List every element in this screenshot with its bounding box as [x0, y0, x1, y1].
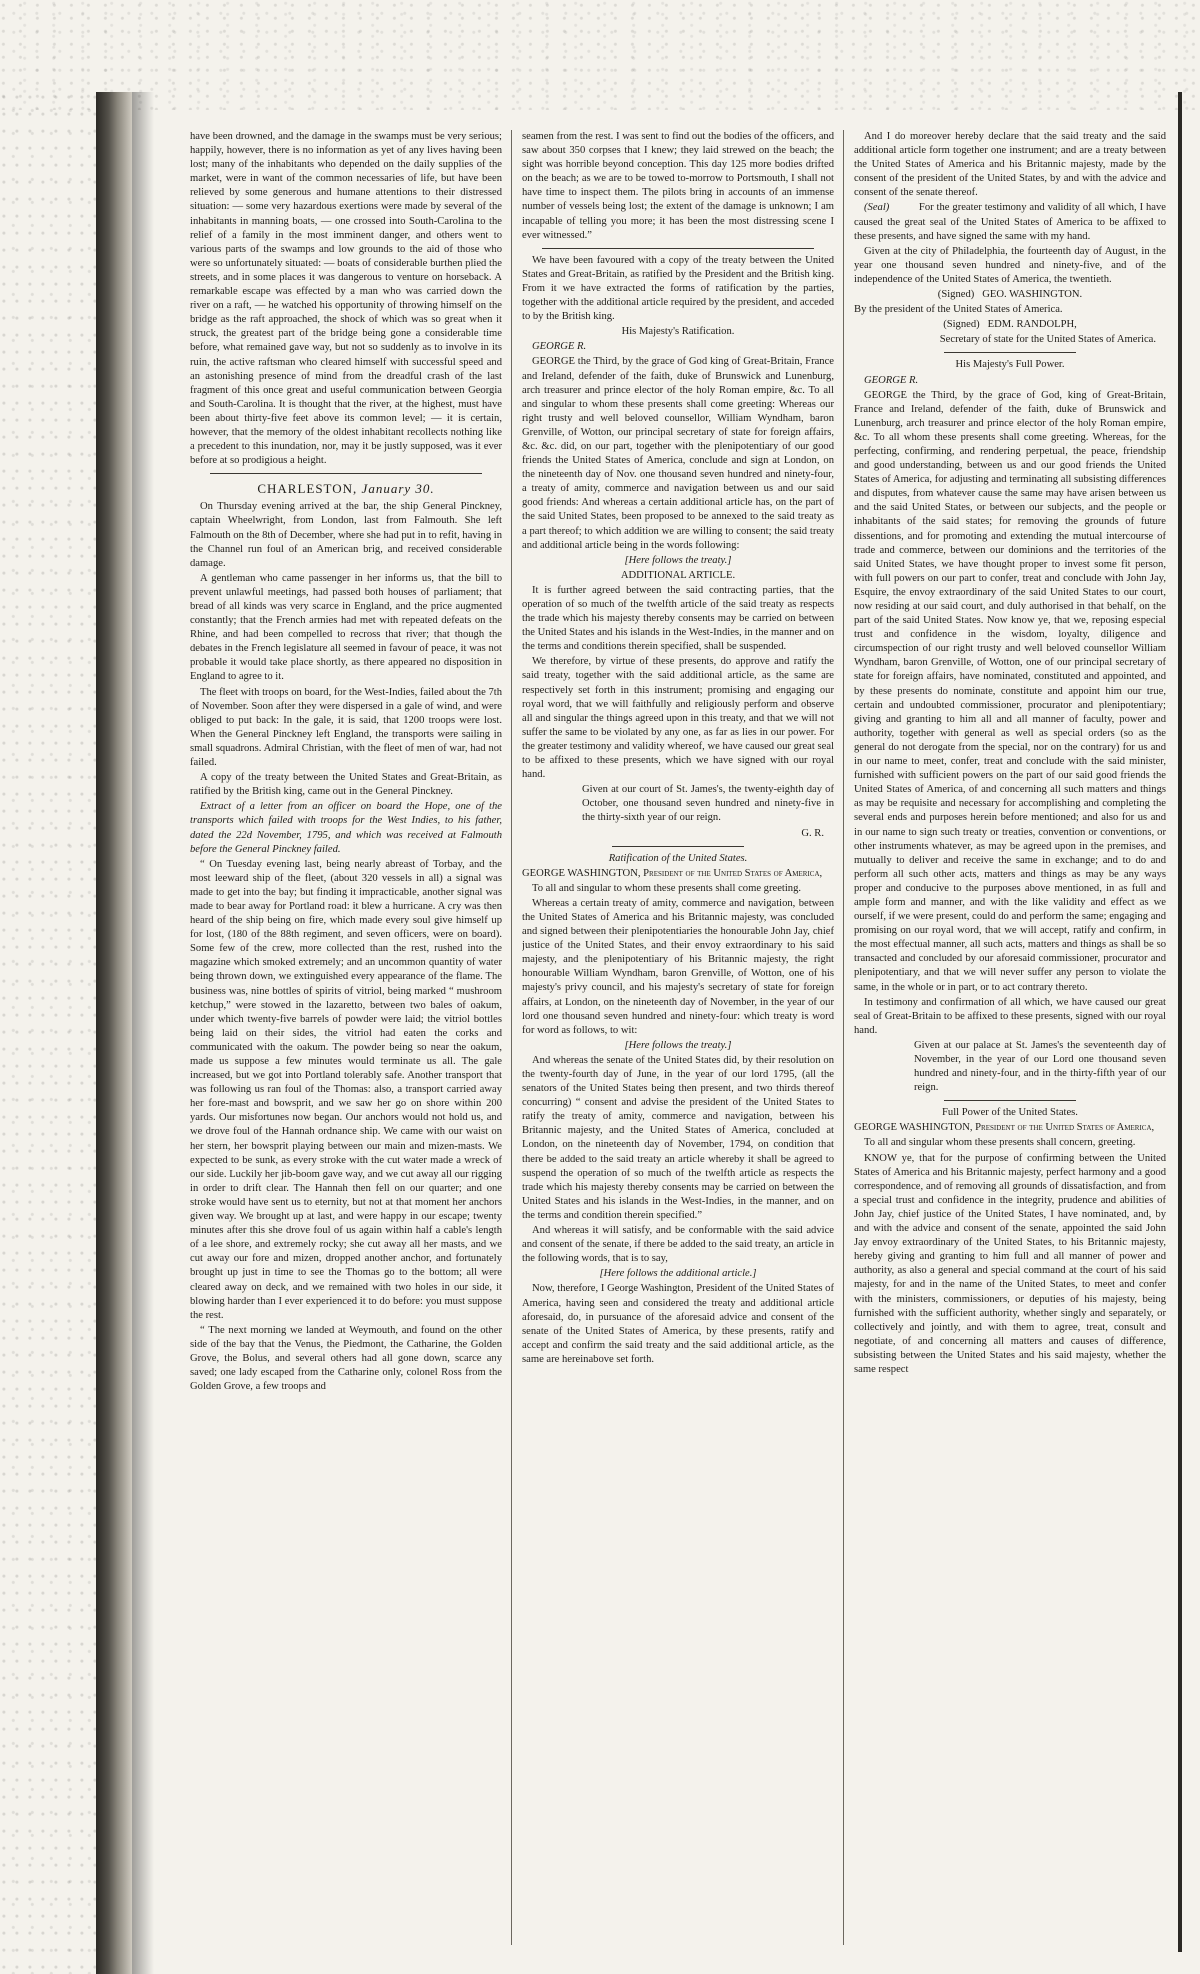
- column-divider: [843, 130, 844, 1945]
- proclamation-intro: GEORGE WASHINGTON, President of the United States of America,: [854, 1122, 1155, 1134]
- given-at: Given at our palace at St. James's the seventeenth day of November, in the year of our Lord one thousand seven hundred and ninety-four, and in the thirty-fifth year of our reign.: [914, 1039, 1166, 1094]
- signer-title: Secretary of state for the United States of America.: [939, 334, 1156, 346]
- bracket-note: [Here follows the additional article.]: [599, 1268, 757, 1280]
- dateline-date: January 30.: [361, 481, 435, 497]
- article-paragraph: A gentleman who came passenger in her informs us, that the bill to prevent unlawful meetings, had passed both houses of parliament; that bread of all kinds was very scarce in England, and the price augmented constantly; that the French armies had met with repeated defeats on the Rhine, and had been compelled to recross that river; that though the debates in the French legislature all seemed in favour of peace, it was not probable it would take place shortly, as there appeared no disposition in England to agree to it.: [190, 572, 502, 683]
- treaty-paragraph: GEORGE the Third, by the grace of God, king of Great-Britain, France and Ireland, defender of the faith, duke of Brunswick and Lunenburg, arch treasurer and prince elector of the holy Roman empire, &c. To all whom these presents shall come greeting. Whereas, for the perfecting, confirming, and rendering perpetual, the peace, friendship and good understanding, between us and our good friends the United States of America, for adjusting and terminating all subsisting differences and disputes, from whatever cause the same may have arisen between us and the said United States, or between our subjects, and the people or inhabitants of the said states; for removing the grounds of future dissentions, and for promoting and extending the mutual intercourse of trade and commerce, between our dominions and the territories of the said United States, we have thought proper to invest some fit person, with full powers on our part to confer, treat and conclude with John Jay, Esquire, the envoy extraordinary of the said United States to our court, now residing at our said court, and duly authorised in that behalf, on the part of the said United States. Now know ye, that we, reposing especial trust and confidence in the wisdom, loyalty, diligence and circumspection of our right trusty and well beloved counsellor William Wyndham, baron Grenville, of Wotton, one of our principal secretary of state for foreign affairs, have nominated, constituted and appointed, and by these presents do nominate, constitute and appoint him our true, certain and undoubted commissioner, procurator and plenipotentiary; giving and granting to him all and all manner of faculty, power and authority, together with general as well as special orders (so as the general do not derogate from the special, nor on the contrary) for us and in our name to meet, confer, treat and conclude with the said minister, furnished with sufficient powers on the part of our said good friends the United States of America, of and concerning all such matters and things as may be requisite and necessary for accomplishing and completing the several ends and purposes herein before mentioned; and also for us and in our name to sign such treaty or treaties, convention or conventions, or other instruments whatever, as may be agreed upon in the premises, and mutually to deliver and receive the same in exchange; and to do and perform all such other acts, matters and things as may be any ways proper and conducive to the purposes above mentioned, in as full and ample form and manner, and with the like validity and effect as we ourself, if we were present, could do and perform the same; engaging and promising on our royal word, that we will accept, ratify and confirm, in the most effectual manner, all such acts, matters and things as shall be so transacted and concluded by our aforesaid commissioner, procurator and plenipotentiary, and that we will never suffer any person to violate the same, in the whole or in part, or to act contrary thereto.: [854, 389, 1166, 993]
- article-paragraph: A copy of the treaty between the United States and Great-Britain, as ratified by the British king, came out in the General Pinckney.: [190, 772, 502, 798]
- scan-noise-top: [0, 0, 1200, 110]
- section-title: His Majesty's Ratification.: [621, 326, 735, 338]
- letter-paragraph: “ On Tuesday evening last, being nearly abreast of Torbay, and the most leeward ship of the fleet, (about 320 vessels in all) a signal was made to get into the bay; but finding it impracticable, another signal was made to bear away for Portland road: it blew a hurricane. A cry was then heard of the ship being on fire, which made every soul give himself up for lost, (180 of the 88th regiment, and seven officers, were on board). Some few of the crew, more collected than the rest, rushed into the magazine which smoked extremely; and an uncommon quantity of water being thrown down, we extinguished every appearance of the flame. The business was, nine bottles of spirits of vitriol, being marked “ mushroom ketchup,” were stowed in the lazaretto, between two bales of oakum, under which twenty-five barrels of powder were laid; the vitriol bottles being laid on their sides, the vitriol had eaten the corks and communicated with the oakum. The powder being so near the oakum, made us suppose a few minutes would terminate us all. The gale increased, but we got into Portland tolerably safe. Another transport that was following us ran foul of the Thomas: also, a transport carried away her fore-mast and bowsprit, and we saw her go on shore within 200 yards. Our misfortunes now began. Our anchors would not hold us, and we drove foul of the Hannah ordnance ship. We came with our waist on her stern, her bowsprit playing between our main and mizen-masts. We expected to be sunk, as every stroke with the cut water made a wreck of our side. Luckily her jib-boom gave way, and we cut away all our rigging in order to drift clear. The Hannah then fell on our quarter; and one stroke would have sent us to eternity, but not at that moment her anchors given way. We brought up at last, and were happy in our escape; twenty minutes after this she drove foul of us again within half a cable's length of a lee shore, and extremely rocky; she cut away all her masts, and we cut away our fore and mizen, dropped another anchor, and fortunately brought up just in time to see the Thomas go to the bottom; all were cleared away on deck, and we remained with two holes in our side, it blowing harder than I ever experienced it to do before: you must suppose the rest.: [190, 858, 502, 1321]
- section-title: ADDITIONAL ARTICLE.: [620, 569, 736, 581]
- article-paragraph: We have been favoured with a copy of the treaty between the United States and Great-Britain, as ratified by the President and the British king. From it we have extracted the forms of ratification by the parties, together with the additional article required by the president, and acceded to by the British king.: [522, 254, 834, 323]
- newspaper-page: [190, 130, 1170, 1950]
- treaty-paragraph: GEORGE the Third, by the grace of God king of Great-Britain, France and Ireland, defender of the faith, duke of Brunswick and Lunenburg, arch treasurer and prince elector of the holy Roman empire, &c. To all and singular to whom these presents shall come greeting: Whereas our right trusty and well beloved counsellor, William Wyndham, baron Grenville, of Wotton, our principal secretary of state for foreign affairs, &c. &c. did, on our part, together with the plenipotentiary of our good friends the United States of America, conclude and sign at London, on the nineteenth day of Nov. one thousand seven hundred and ninety-four, a treaty of amity, commerce and navigation between us and our said good friends: And whereas a certain additional article has, on the part of the said United States, been proposed to be annexed to the said treaty as a part thereof; to which addition we are willing to consent; the said treaty and additional article being in the words following:: [522, 356, 834, 551]
- proclamation-intro: GEORGE WASHINGTON, President of the United States of America,: [522, 867, 823, 879]
- gutter-shadow: [132, 92, 154, 1974]
- section-rule: [612, 846, 744, 847]
- attestation: By the president of the United States of America.: [854, 304, 1063, 316]
- treaty-paragraph: It is further agreed between the said contracting parties, that the operation of so much of the twelfth article of the said treaty as respects the trade which his majesty thereby consents may be carried on between the United States and his islands in the West-Indies, in the manner and on the terms and conditions therein specified, shall be suspended.: [522, 584, 834, 653]
- dateline: [190, 482, 502, 496]
- signature: G. R.: [801, 827, 824, 839]
- signature-line: [854, 318, 1166, 332]
- article-paragraph: have been drowned, and the damage in the swamps must be very serious; happily, however, there is no information as yet of any lives having been lost; many of the inhabitants who depended on the daily supplies of the market, were in want of the common necessaries of life, but have been relieved by some generous and humane attentions to their distressed situation: — some very hazardous exertions were made by several of the inhabitants in manning boats, — one crossed into South-Carolina to the relief of a family in the most imminent danger, and others went to various parts of the swamps and low grounds to the aid of those who were so unfortunately situated: — boats of considerable burthen plied the streets, and in some places it was dangerous to venture on horseback. A remarkable escape was effected by a man who was carried down the river on a raft, — he watched his opportunity of throwing himself on the bridge as the raft approached, the shock of which was so great when it struck, the greatest part of the bridge being gone a considerable time before, what remained gave way, but not so suddenly as to involve in its ruin, the active raftsman who cleared himself with successful speed and an astonishing presence of mind from the dreadful crash of the last fragment of this once great and useful communication between Georgia and South-Carolina. It is thought that the river, at the highest, must have been about thirty-five feet above its common level; — it is certain, however, that the memory of the oldest inhabitant recollects nothing like a precedent to this inundation, nor, may it be justly supposed, was it ever before at so prodigious a height.: [190, 131, 502, 467]
- treaty-paragraph: [854, 201, 1166, 243]
- treaty-text: For the greater testimony and validity of all which, I have caused the great seal of the United States of America to be affixed to these presents, and have signed the same with my hand.: [854, 202, 1166, 242]
- column-2: [522, 130, 834, 1945]
- page-right-edge: [1178, 92, 1182, 1952]
- section-title: His Majesty's Full Power.: [955, 359, 1065, 371]
- column-1: [190, 130, 502, 1945]
- dateline-place: CHARLESTON,: [257, 481, 358, 497]
- signed-label: (Signed): [943, 319, 980, 331]
- treaty-paragraph: And I do moreover hereby declare that the said treaty and the said additional article form together one instrument; and are a treaty between the United States of America and his Britannic majesty, made by the consent of the president of the United States, by and with the advice and consent of the senate thereof.: [854, 131, 1166, 199]
- signed-label: (Signed): [937, 289, 975, 301]
- article-paragraph: On Thursday evening arrived at the bar, the ship General Pinckney, captain Wheelwright, from London, last from Falmouth. She left Falmouth on the 8th of December, where she had put in to refit, having in the Channel run foul of an American brig, and received considerable damage.: [190, 501, 502, 569]
- book-spine-shadow: [96, 92, 132, 1974]
- given-at: Given at the city of Philadelphia, the fourteenth day of August, in the year one thousand seven hundred and ninety-five, and of the independence of the United States of America, the twentieth.: [854, 245, 1166, 285]
- treaty-paragraph: To all and singular to whom these presents shall come greeting.: [532, 882, 802, 894]
- section-rule: [210, 473, 482, 474]
- treaty-paragraph: And whereas the senate of the United States did, by their resolution on the twenty-fourth day of June, in the year of our lord 1795, (all the senators of the United States being then present, and two thirds thereof concurring) “ consent and advise the president of the United States to ratify the treaty of amity, commerce and navigation, between his Britannic majesty, and the United States of America, concluded at London, on the nineteenth day of November, 1794, on condition that there be added to the said treaty an article whereby it shall be agreed to suspend the operation of so much of the twelfth article as respects the trade which his majesty thereby consents may be carried on between the United States and his islands in the West-Indies, in the manner, and on the terms and condition therein specified.”: [522, 1054, 834, 1221]
- section-title: Full Power of the United States.: [942, 1107, 1078, 1119]
- given-at: Given at our court of St. James's, the twenty-eighth day of October, one thousand seven hundred and ninety-five in the thirty-sixth year of our reign.: [582, 784, 834, 824]
- treaty-paragraph: Whereas a certain treaty of amity, commerce and navigation, between the United States of America and his Britannic majesty, was concluded and signed between their plenipotentiaries the honourable John Jay, chief justice of the United States, and their envoy extraordinary to his said majesty, and the plenipotentiary of his Britannic majesty, the right honourable William Wyndham, baron Grenville, of Wotton, one of his majesty's privy council, and his majesty's secretary of state for foreign affairs, at London, on the nineteenth day of November, in the year of our lord one thousand seven hundred and ninety-four: which treaty is word for word as follows, to wit:: [522, 897, 834, 1036]
- column-3: [854, 130, 1166, 1945]
- signer-name: GEO. WASHINGTON.: [982, 289, 1083, 301]
- signature-line: [854, 288, 1166, 302]
- treaty-paragraph: We therefore, by virtue of these presents, do approve and ratify the said treaty, together with the said additional article, as the same are respectively set forth in this instrument; promising and engaging our royal word, that we will faithfully and religiously perform and observe all and singular the things agreed upon in this treaty, and that we will not suffer the same to be violated by any one, as far as lies in our power. For the greater testimony and validity whereof, we have caused our great seal to be affixed to these presents, which we have signed with our royal hand.: [522, 656, 834, 781]
- section-rule: [542, 248, 814, 249]
- letter-paragraph: “ The next morning we landed at Weymouth, and found on the other side of the bay that the Venus, the Piedmont, the Catharine, the Golden Grove, the Bolus, and several others had all gone down, scarce any saved; one lady escaped from the Catharine only, colonel Ross from the Golden Grove, a few troops and: [190, 1324, 502, 1393]
- treaty-paragraph: To all and singular whom these presents shall concern, greeting.: [864, 1137, 1136, 1149]
- scan-noise-left-margin: [0, 92, 96, 1974]
- signer-name: EDM. RANDOLPH,: [987, 319, 1077, 331]
- extract-heading: Extract of a letter from an officer on board the Hope, one of the transports which failed with troops for the West Indies, to his father, dated the 22d November, 1795, and which was received at Falmouth before the General Pinckney failed.: [190, 801, 502, 855]
- treaty-paragraph: And whereas it will satisfy, and be conformable with the said advice and consent of the senate, if there be added to the said treaty, an article in the following words, that is to say,: [522, 1225, 834, 1265]
- treaty-paragraph: Now, therefore, I George Washington, President of the United States of America, having seen and considered the treaty and additional article aforesaid, do, in pursuance of the aforesaid advice and consent of the senate of the United States of America, by these presents, ratify and accept and confirm the said treaty and the said additional article, as the same are hereinabove set forth.: [522, 1283, 834, 1365]
- royal-signature: GEORGE R.: [864, 374, 919, 386]
- letter-paragraph: seamen from the rest. I was sent to find out the bodies of the officers, and saw about 350 corpses that I knew; they laid strewed on the beach; the sight was horrible beyond conception. This day 125 more bodies drifted on the beach; as we are to be towed to-morrow to Portsmouth, I shall not have time to inspect them. The pilots bring in accounts of an immense number of vessels being lost; the extent of the damage is unknown; I am incapable of telling you more; it has been the most distressing scene I ever witnessed.”: [522, 131, 834, 241]
- section-rule: [944, 1100, 1076, 1101]
- bracket-note: [Here follows the treaty.]: [624, 1039, 732, 1051]
- column-divider: [511, 130, 512, 1945]
- article-paragraph: The fleet with troops on board, for the West-Indies, failed about the 7th of November. Soon after they were dispersed in a gale of wind, and were obliged to put back: In the gale, it is said, that 1200 troops were lost. When the General Pinckney left England, the transports were sailing in small squadrons. Admiral Christian, with the fleet of men of war, had not failed.: [190, 686, 502, 769]
- section-rule: [944, 352, 1076, 353]
- treaty-paragraph: KNOW ye, that for the purpose of confirming between the United States of America and his Britannic majesty, perfect harmony and a good correspondence, and of removing all grounds of dissatisfaction, and from a special trust and confidence in the integrity, prudence and abilities of John Jay, chief justice of the United States, I have nominated, and, by and with the advice and consent of the senate, appointed the said John Jay envoy extraordinary of the United States, to his Britannic majesty, hereby giving and granting to him full and all manner of power and authority, as also a general and special command at the court of his said majesty, for and in the name of the United States, to meet and confer with the ministers, commissioners, or deputies of his majesty, being furnished with the sufficient authority, whether singly and separately, or collectively and jointly, and with them to agree, treat, consult and negotiate, of and concerning all matters and causes of difference, subsisting between the United States and his said majesty, whether the same respect: [854, 1152, 1166, 1375]
- bracket-note: [Here follows the treaty.]: [624, 554, 732, 566]
- royal-signature: GEORGE R.: [532, 341, 587, 353]
- seal-mark: (Seal): [864, 202, 890, 214]
- section-title: Ratification of the United States.: [608, 852, 748, 864]
- treaty-paragraph: In testimony and confirmation of all which, we have caused our great seal of Great-Britain to be affixed to these presents, signed with our royal hand.: [854, 996, 1166, 1036]
